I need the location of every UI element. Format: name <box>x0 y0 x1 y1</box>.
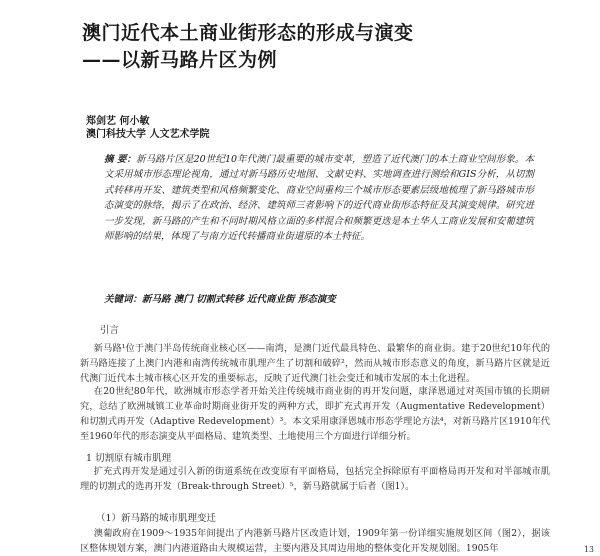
keywords-label: 关键词： <box>104 294 143 305</box>
keywords <box>104 291 534 305</box>
paper-title-line1: 澳门近代本土商业街形态的形成与演变 <box>82 22 414 44</box>
authors: 郑剑艺 何小敏 <box>86 116 150 127</box>
paragraph-3: 扩充式再开发是通过引入新的街道系统在改变原有平面格局，包括完全拆除原有平面格局再开发和对半部城市肌理的切割式的选再开发（Break-through Street）⁵，新马路就属于后者（图1）。 <box>80 466 550 492</box>
section-heading-1: 1 切割原有城市肌理 <box>86 453 172 464</box>
page-number: 13 <box>583 545 594 554</box>
keywords-text: 新马路 澳门 切割式转移 近代商业街 形态演变 <box>142 294 336 305</box>
affiliation: 澳门科技大学 人文艺术学院 <box>86 129 210 140</box>
subsection-heading-1: （1）新马路的城市肌理变迁 <box>96 513 217 524</box>
paragraph-intro: 新马路¹位于澳门半岛传统商业核心区——南湾，是澳门近代最具特色、最繁华的商业街。建于20世纪10年代的新马路连接了上澳门内港和南湾传统城市肌理产生了切割和破碎²，然而从城市形态意义的角度，新马路片区就是近代澳门近代本土城市核心区开发的重要标志，反映了近代澳门社会变迁和城市发展的本土化进程。 <box>80 343 551 384</box>
paper-title-line2: ——以新马路片区为例 <box>82 49 278 71</box>
paragraph-4: 澳葡政府在1909～1935年间提出了内港新马路片区改造计划，1909年第一份详细实施规划区间（图2），据该区整体规划方案，澳门内港道路由大规模运营，主要内港及其周边用地的整体变化开发规划图。1905年 <box>80 528 550 554</box>
abstract-label: 摘 要： <box>104 154 137 165</box>
paragraph-2: 在20世纪80年代，欧洲城市形态学者开始关注传统城市商业街的再开发问题，康泽恩通过对英国市镇的长期研究，总结了欧洲城镇工业革命时期商业街开发的两种方式，即扩充式再开发（Augmentative Redevelopment）和切割式再开发（Adaptive Redevelopment）³。本文采用康泽恩城市形态学理论方法⁴，对新马路片区1910年代至1960年代的形态演变从平面格局、建筑类型、土地使用三个方面进行详细分析。 <box>80 386 550 442</box>
abstract <box>104 152 534 244</box>
abstract-text: 新马路片区是20世纪10年代澳门最重要的城市变革，塑造了近代澳门的本土商业空间形象。本文采用城市形态理论视角，通过对新马路历史地图、文献史料、实地调查进行测绘和GIS分析，从切割式转移再开发、建筑类型和风格频繁变化、商业空间重构三个城市形态要素层级地梳理了新马路城市形态演变的脉络，揭示了在政治、经济、建筑师三者影响下的近代商业街形态特征及其演变规律。研究进一步发现，新马路的产生和不同时期风格立面的多样混合和频繁更迭是本土华人工商业发展和安葡建筑师影响的结果，体现了与南方近代转播商业街道原的本土特征。 <box>104 154 535 243</box>
section-heading-intro: 引言 <box>100 325 120 336</box>
